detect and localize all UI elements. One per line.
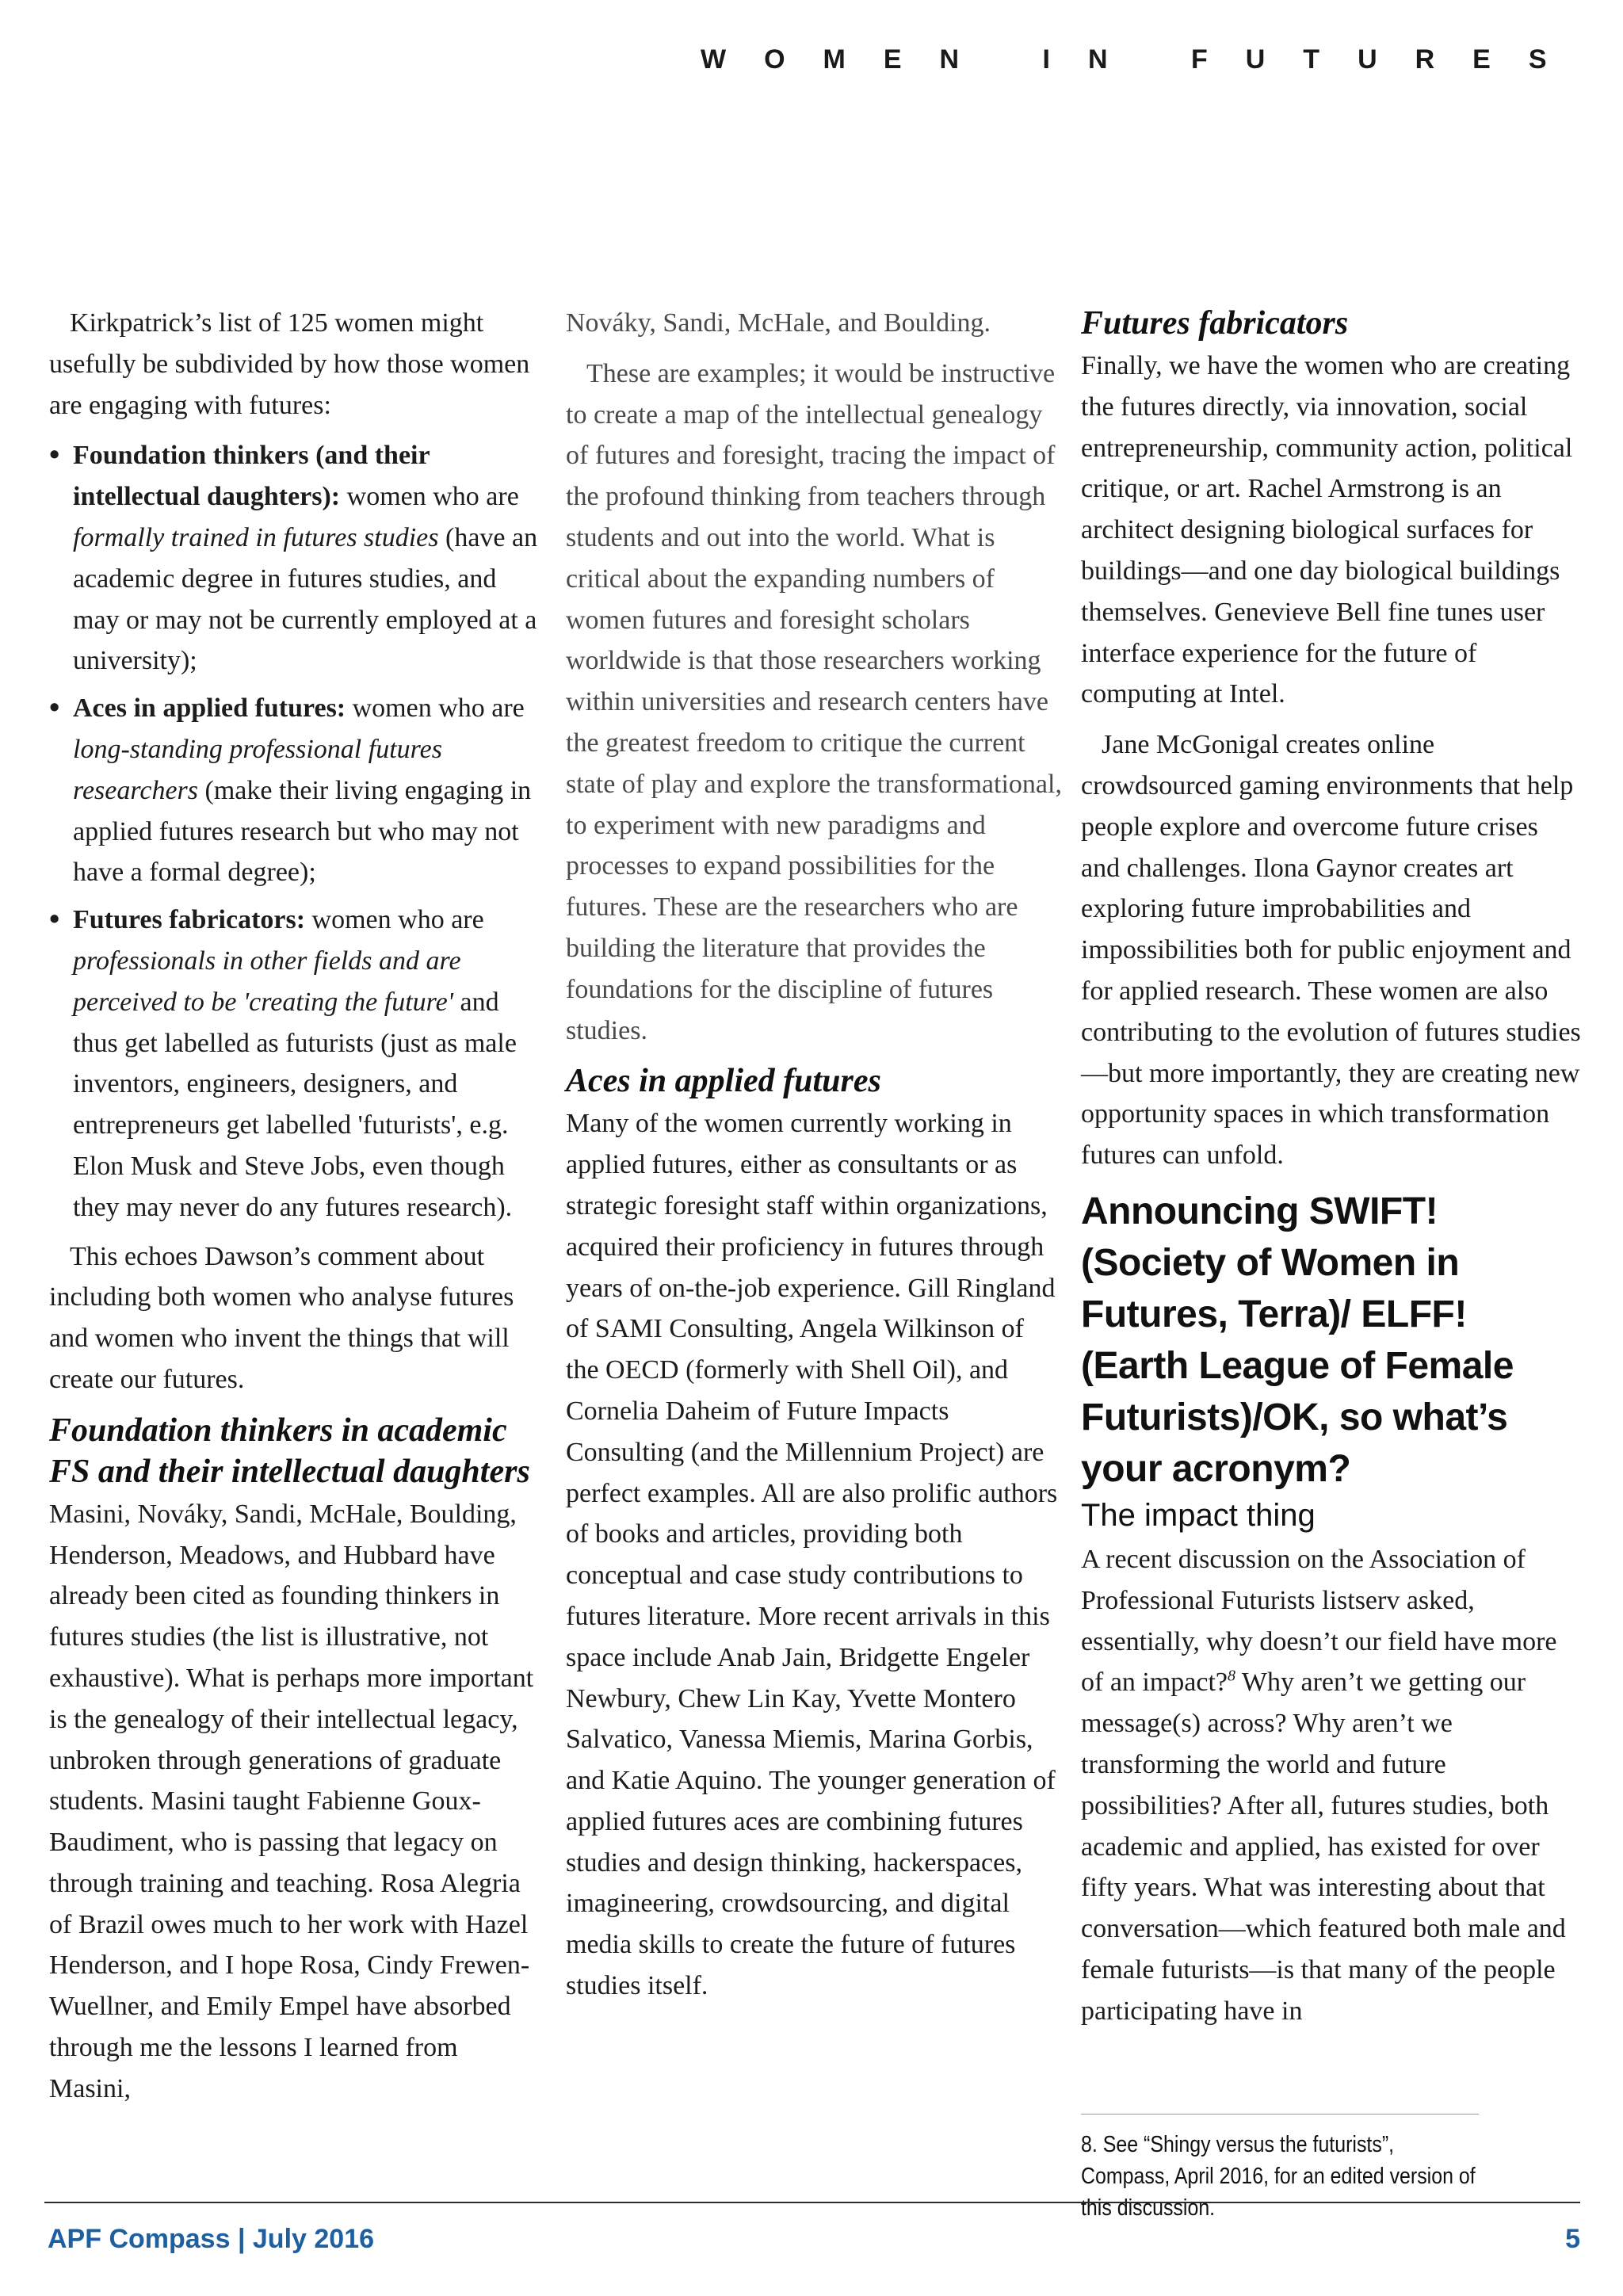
list-item (49, 688, 544, 893)
list-item-term: Aces in applied futures: (73, 693, 346, 724)
bullet-icon: • (49, 438, 60, 472)
publication-info: APF Compass | July 2016 (48, 2224, 375, 2254)
list-item-emphasis: formally trained in futures studies (73, 522, 439, 552)
list-item-emphasis: professionals in other fields and are perceived to be 'creating the future' (73, 946, 461, 1017)
section-heading-aces: Aces in applied futures (566, 1063, 881, 1100)
section-heading-foundation: Foundation thinkers in academic FS and their intellectual daughters (49, 1412, 530, 1490)
list-item-text: women who are (305, 905, 484, 935)
column-2 (566, 303, 1062, 2016)
aces-paragraph: Many of the women currently working in applied futures, either as consultants or as strategic foresight staff within organizations, acquired their proficiency in futures through years of on-the-job experience. Gill Ringland of SAMI Consulting, Angela Wilkinson of the OECD (formerly with Shell Oil), and Cornelia Daheim of Future Impacts Consulting (and the Millennium Project) are perfect examples. All are also prolific authors of books and articles, providing both conceptual and case study contributions to futures literature. More recent arrivals in this space include Anab Jain, Bridgette Engeler Newbury, Chew Lin Kay, Yvette Montero Salvatico, Vanessa Miemis, Marina Gorbis, and Katie Aquino. The younger generation of applied futures aces are combining futures studies and design thinking, hackerspaces, imagineering, crowdsourcing, and digital media skills to create the future of futures studies itself. (566, 1109, 1058, 2001)
section-heading-fabricators: Futures fabricators (1081, 305, 1349, 342)
list-item-term: Foundation thinkers (and their intellectual daughters): (73, 441, 430, 512)
mcgonigal-paragraph: Jane McGonigal creates online crowdsourced gaming environments that help people explore and overcome future crises and challenges. Ilona Gaynor creates art exploring future improbabilities and impossibilities both for public enjoyment and for applied research. These women are also contributing to the evolution of futures studies—but more importantly, they are creating new opportunity spaces in which transformation futures can unfold. (1081, 730, 1581, 1171)
fabricators-paragraph: Finally, we have the women who are creating the futures directly, via innovation, social entrepreneurship, community action, political critique, or art. Rachel Armstrong is an architect designing biological surfaces for buildings—and one day biological buildings themselves. Genevieve Bell fine tunes user interface experience for the future of computing at Intel. (1081, 351, 1573, 709)
list-item-text: (have an academic degree in futures studies, and may or may not be currently employed at a university); (73, 522, 538, 676)
list-item-text: (make their living engaging in applied futures research but who may not have a formal degree); (73, 775, 532, 888)
footnote-divider (1081, 2114, 1479, 2115)
footnote-ref[interactable]: 8 (1228, 1668, 1236, 1685)
column-3 (1081, 303, 1582, 2042)
bullet-icon: • (49, 903, 60, 937)
list-item-text: women who are (340, 482, 519, 512)
impact-subheading: The impact thing (1081, 1497, 1316, 1533)
impact-text: A recent discussion on the Association of Professional Futurists listserv asked, essentially, why doesn’t our field have more of an impact? (1081, 1544, 1557, 1698)
announcement-heading: Announcing SWIFT! (Society of Women in Futures, Terra)/ ELFF! (Earth League of Female Futurists)/OK, so what’s your acronym? (1081, 1190, 1514, 1490)
list-item-term: Futures fabricators: (73, 905, 306, 935)
footer-divider (44, 2202, 1580, 2203)
impact-text: Why aren’t we getting our message(s) across? Why aren’t we transforming the world and future possibilities? After all, futures studies, both academic and applied, has existed for over fifty years. What was interesting about that conversation—which featured both male and female futurists—is that many of the people participating have in (1081, 1668, 1566, 2026)
running-header: WOMEN IN FUTURES (701, 44, 1585, 74)
continued-paragraph: Nováky, Sandi, McHale, and Boulding. (566, 308, 991, 338)
list-item-text: women who are (346, 693, 525, 724)
bullet-icon: • (49, 691, 60, 725)
list-item-text: and thus get labelled as futurists (just as male inventors, engineers, designers, and entrepreneurs get labelled 'futurists', e.g. Elon Musk and Steve Jobs, even though they may never do any futures research). (73, 987, 517, 1222)
list-item (49, 435, 544, 682)
echo-paragraph: This echoes Dawson’s comment about including both women who analyse futures and women who invent the things that will create our futures. (49, 1241, 514, 1394)
footnote-text: 8. See “Shingy versus the futurists”, Compass, April 2016, for an edited version of this discussion. (1081, 2132, 1476, 2221)
column-1 (49, 303, 544, 2119)
footnote (1081, 2129, 1476, 2224)
page-number: 5 (1565, 2224, 1580, 2254)
intro-paragraph: Kirkpatrick’s list of 125 women might usefully be subdivided by how those women are engaging with futures: (49, 308, 530, 420)
list-item (49, 900, 544, 1228)
list-item-emphasis: long-standing professional futures researchers (73, 734, 442, 805)
examples-paragraph: These are examples; it would be instructive to create a map of the intellectual genealogy of futures and foresight, tracing the impact of the profound thinking from teachers through students and out into the world. What is critical about the expanding numbers of women futures and foresight scholars worldwide is that those researchers working within universities and research centers have the greatest freedom to critique the current state of play and explore the transformational, to experiment with new paradigms and processes to expand possibilities for the futures. These are the researchers who are building the literature that provides the foundations for the discipline of futures studies. (566, 358, 1062, 1045)
impact-paragraph (1081, 1539, 1582, 2032)
foundation-paragraph: Masini, Nováky, Sandi, McHale, Boulding, Henderson, Meadows, and Hubbard have already been cited as founding thinkers in futures studies (the list is illustrative, not exhaustive). What is perhaps more important is the genealogy of their intellectual legacy, unbroken through generations of graduate students. Masini taught Fabienne Goux-Baudiment, who is passing that legacy on through training and teaching. Rosa Alegria of Brazil owes much to her work with Hazel Henderson, and I hope Rosa, Cindy Frewen-Wuellner, and Emily Empel have absorbed through me the lessons I learned from Masini, (49, 1499, 534, 2103)
category-list (49, 435, 544, 1228)
